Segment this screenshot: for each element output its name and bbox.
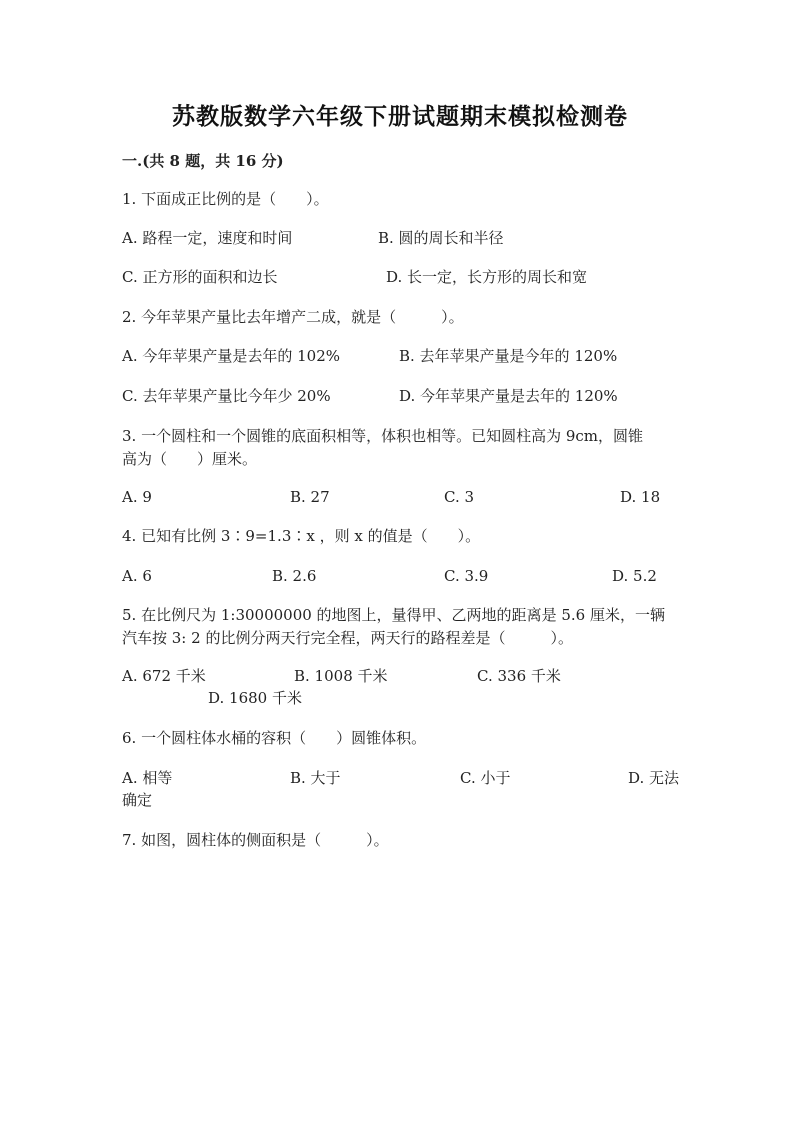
page-title: 苏教版数学六年级下册试题期末模拟检测卷 (172, 103, 628, 130)
question-6-option-b: B. 大于 (290, 769, 341, 787)
question-1-option-b: B. 圆的周长和半径 (378, 229, 504, 247)
question-5-stem-line-1: 5. 在比例尺为 1:30000000 的地图上，量得甲、乙两地的距离是 5.6 厘米，一辆 (122, 606, 665, 624)
question-1-stem: 1. 下面成正比例的是（ ）。 (122, 190, 329, 208)
question-2-option-d: D. 今年苹果产量是去年的 120% (399, 387, 618, 405)
question-6-stem: 6. 一个圆柱体水桶的容积（ ）圆锥体积。 (122, 729, 427, 747)
question-3-option-c: C. 3 (444, 488, 475, 506)
question-1-option-d: D. 长一定，长方形的周长和宽 (386, 268, 588, 286)
question-3-option-a: A. 9 (122, 488, 152, 506)
question-4-option-d: D. 5.2 (612, 567, 657, 585)
question-4-option-b: B. 2.6 (272, 567, 317, 585)
question-2-option-b: B. 去年苹果产量是今年的 120% (399, 347, 618, 365)
question-5-stem-line-2: 汽车按 3: 2 的比例分两天行完全程，两天行的路程差是（ ）。 (122, 629, 573, 647)
question-5-option-d: D. 1680 千米 (208, 689, 302, 707)
question-3-stem-line-2: 高为（ ）厘米。 (122, 450, 258, 468)
question-5-option-c: C. 336 千米 (477, 667, 561, 685)
question-2-option-a: A. 今年苹果产量是去年的 102% (122, 347, 341, 365)
question-5-option-b: B. 1008 千米 (294, 667, 388, 685)
question-2-stem: 2. 今年苹果产量比去年增产二成，就是（ ）。 (122, 308, 464, 326)
question-3-option-d: D. 18 (620, 488, 661, 506)
question-3-option-b: B. 27 (290, 488, 330, 506)
question-4-stem: 4. 已知有比例 3∶9=1.3∶x ，则 x 的值是（ ）。 (122, 527, 481, 545)
question-6-option-d-wrap: 确定 (122, 791, 153, 809)
question-6-option-a: A. 相等 (122, 769, 173, 787)
question-6-option-d: D. 无法 (628, 769, 680, 787)
section-header: 一.(共 8 题，共 16 分) (122, 152, 284, 170)
question-1-option-a: A. 路程一定，速度和时间 (122, 229, 293, 247)
question-2-option-c: C. 去年苹果产量比今年少 20% (122, 387, 331, 405)
question-6-option-c: C. 小于 (460, 769, 511, 787)
question-7-stem: 7. 如图，圆柱体的侧面积是（ ）。 (122, 831, 389, 849)
question-1-option-c: C. 正方形的面积和边长 (122, 268, 278, 286)
question-5-option-a: A. 672 千米 (122, 667, 206, 685)
question-4-option-c: C. 3.9 (444, 567, 489, 585)
question-3-stem-line-1: 3. 一个圆柱和一个圆锥的底面积相等，体积也相等。已知圆柱高为 9cm，圆锥 (122, 427, 644, 445)
question-4-option-a: A. 6 (122, 567, 152, 585)
